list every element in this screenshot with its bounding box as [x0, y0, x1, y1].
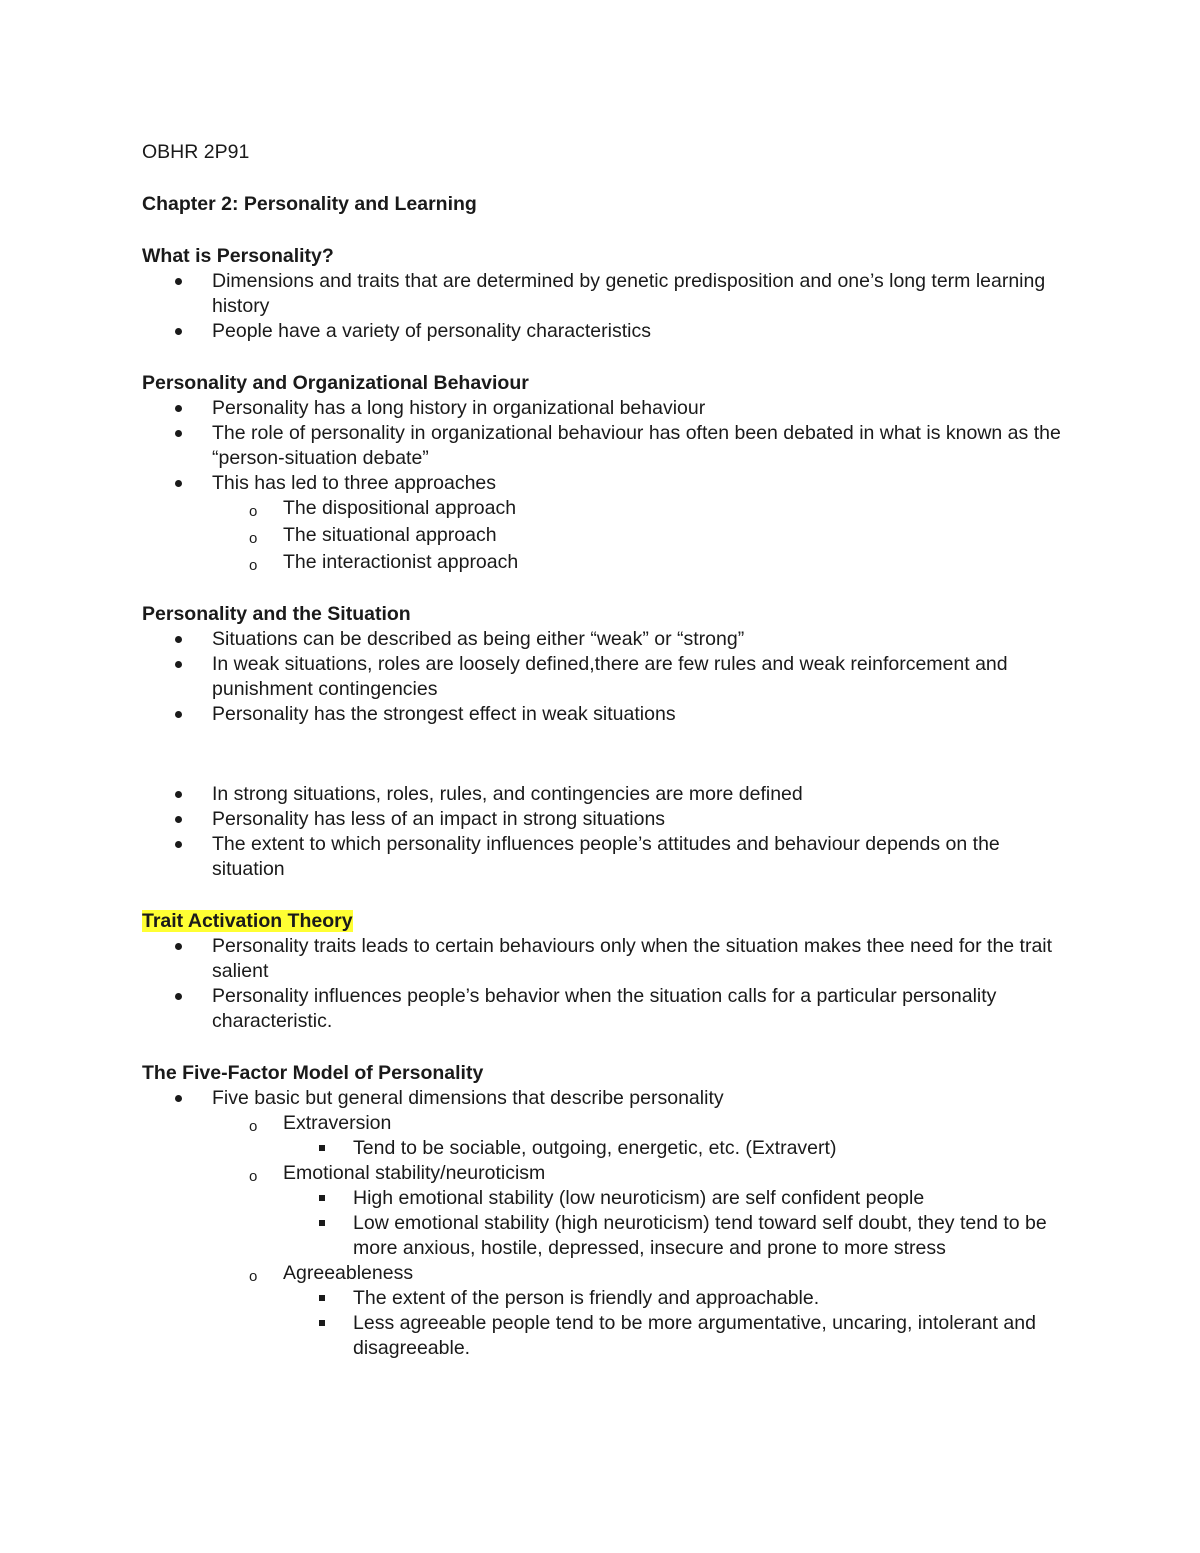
sub-sub-list-item: The extent of the person is friendly and approachable.: [142, 1286, 1072, 1311]
document-content: [142, 140, 1072, 1388]
section-heading: Personality and the Situation: [142, 603, 411, 625]
bullet-dot-icon: [175, 1095, 182, 1102]
list-item: People have a variety of personality characteristics: [142, 319, 1072, 344]
bullet-circle-icon: o: [249, 557, 258, 574]
sub-list-item: o Emotional stability/neuroticism: [249, 1162, 546, 1185]
section-heading: What is Personality?: [142, 245, 334, 267]
bullet-square-icon: [319, 1145, 325, 1151]
bullet-dot-icon: [175, 841, 182, 848]
list-item: In strong situations, roles, rules, and contingencies are more defined: [142, 782, 1072, 807]
bullet-list: [142, 1086, 1072, 1361]
bullet-list: [142, 269, 1072, 344]
section-what-is-personality: [142, 244, 1072, 344]
bullet-square-icon: [319, 1195, 325, 1201]
bullet-dot-icon: [175, 816, 182, 823]
bullet-list: [142, 934, 1072, 1034]
list-item: Situations can be described as being either “weak” or “strong”: [142, 627, 1072, 652]
sub-list-item: o The situational approach: [249, 524, 497, 547]
list-item: In weak situations, roles are loosely defined,there are few rules and weak reinforcement and punishment contingencies: [142, 652, 1072, 702]
bullet-dot-icon: [175, 943, 182, 950]
list-item: Personality has the strongest effect in weak situations: [142, 702, 1072, 727]
list-item: Personality has less of an impact in strong situations: [142, 807, 1072, 832]
section-heading: The Five-Factor Model of Personality: [142, 1062, 484, 1084]
section-personality-ob: [142, 371, 1072, 575]
section-personality-situation: [142, 602, 1072, 882]
sub-list-item: o The interactionist approach: [249, 551, 519, 574]
bullet-list: [142, 627, 1072, 727]
highlighted-heading: Trait Activation Theory: [142, 910, 353, 932]
bullet-square-icon: [319, 1220, 325, 1226]
bullet-square-icon: [319, 1320, 325, 1326]
bullet-list: [142, 396, 1072, 575]
bullet-square-icon: [319, 1295, 325, 1301]
bullet-circle-icon: o: [249, 1268, 258, 1285]
bullet-dot-icon: [175, 791, 182, 798]
list-item: This has led to three approaches: [142, 471, 1072, 496]
sub-list-item: o Extraversion: [249, 1112, 392, 1135]
bullet-circle-icon: o: [249, 1168, 258, 1185]
list-item: The role of personality in organizational behaviour has often been debated in what is known as the “person-situation debate”: [142, 421, 1072, 471]
chapter-title: Chapter 2: Personality and Learning: [142, 193, 477, 215]
bullet-dot-icon: [175, 636, 182, 643]
sub-sub-list-item: High emotional stability (low neuroticism) are self confident people: [142, 1186, 1072, 1211]
sub-sub-list-item: Low emotional stability (high neuroticism) tend toward self doubt, they tend to be more anxious, hostile, depressed, insecure and prone to more stress: [142, 1211, 1072, 1261]
bullet-dot-icon: [175, 278, 182, 285]
list-item: The extent to which personality influences people’s attitudes and behaviour depends on the situation: [142, 832, 1072, 882]
list-item: Personality has a long history in organizational behaviour: [142, 396, 1072, 421]
sub-list-item: o Agreeableness: [249, 1262, 414, 1285]
bullet-list: [142, 782, 1072, 882]
list-item: Personality influences people’s behavior when the situation calls for a particular personality characteristic.: [142, 984, 1072, 1034]
section-trait-activation: [142, 909, 1072, 1034]
bullet-circle-icon: o: [249, 503, 258, 520]
course-code: OBHR 2P91: [142, 141, 250, 163]
bullet-circle-icon: o: [249, 1118, 258, 1135]
bullet-dot-icon: [175, 661, 182, 668]
sub-sub-list-item: Less agreeable people tend to be more argumentative, uncaring, intolerant and disagreeable.: [142, 1311, 1072, 1361]
list-item: Five basic but general dimensions that describe personality: [142, 1086, 1072, 1111]
bullet-dot-icon: [175, 993, 182, 1000]
list-item: Personality traits leads to certain behaviours only when the situation makes thee need for the trait salient: [142, 934, 1072, 984]
bullet-dot-icon: [175, 480, 182, 487]
section-heading: Personality and Organizational Behaviour: [142, 372, 529, 394]
sub-list-item: o The dispositional approach: [249, 497, 517, 520]
sub-sub-list-item: Tend to be sociable, outgoing, energetic, etc. (Extravert): [142, 1136, 1072, 1161]
bullet-dot-icon: [175, 430, 182, 437]
section-five-factor: [142, 1061, 1072, 1361]
bullet-dot-icon: [175, 328, 182, 335]
bullet-dot-icon: [175, 405, 182, 412]
bullet-dot-icon: [175, 711, 182, 718]
bullet-circle-icon: o: [249, 530, 258, 547]
list-item: Dimensions and traits that are determined by genetic predisposition and one’s long term learning history: [142, 269, 1072, 319]
